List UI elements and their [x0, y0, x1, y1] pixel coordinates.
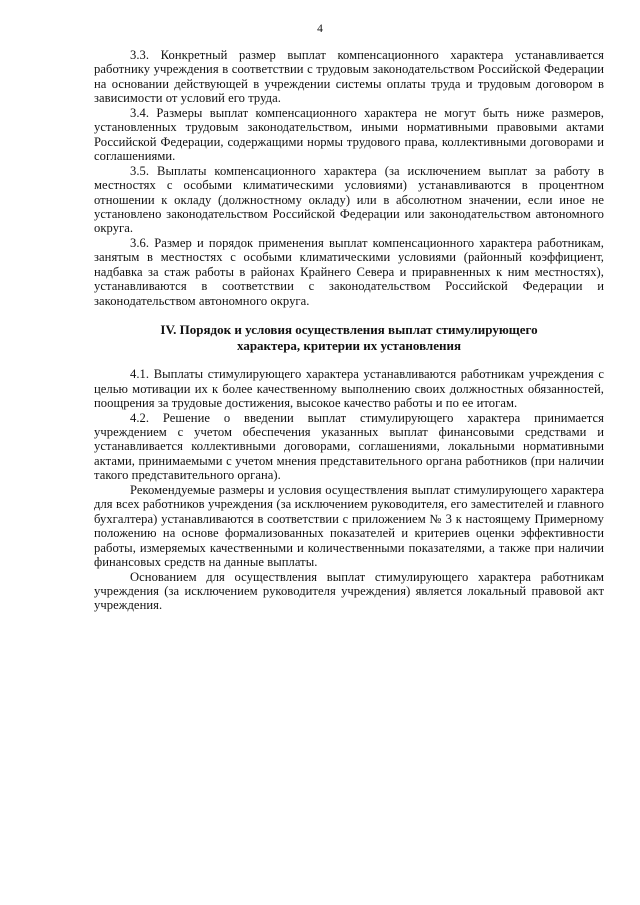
paragraph-3-6: 3.6. Размер и порядок применения выплат компенсационного характера работникам, занятым в местностях с особыми климатическими условиями (районный коэффициент, надбавка за стаж работы в районах Крайнего Севера и приравненных к ним местностях), устанавливаются в соответствии с законодательством Российской Федерации и законодательством автономного округа. [94, 235, 604, 308]
paragraph-4-1: 4.1. Выплаты стимулирующего характера устанавливаются работникам учреждения с целью мотивации их к более качественному выполнению своих должностных обязанностей, поощрения за трудовые достижения, высокое качество работы и по ее итогам. [94, 367, 604, 411]
section-heading: IV. Порядок и условия осуществления выплат стимулирующего характера, критерии их установления [160, 322, 538, 353]
page-number: 4 [317, 23, 323, 35]
paragraph-3-5: 3.5. Выплаты компенсационного характера (за исключением выплат за работу в местностях с особыми климатическими условиями) устанавливаются в процентном отношении к окладу (должностному окладу) или в абсолютном значении, если иное не установлено законодательством Российской Федерации или законодательством автономного округа. [94, 163, 604, 236]
paragraph-basis: Основанием для осуществления выплат стимулирующего характера работникам учреждения (за исключением руководителя учреждения) является локальный правовой акт учреждения. [94, 569, 604, 613]
paragraph-recommended-sizes: Рекомендуемые размеры и условия осуществления выплат стимулирующего характера для всех работников учреждения (за исключением руководителя, его заместителей и главного бухгалтера) устанавливаются в соответствии с приложением № 3 к настоящему Примерному положению на основе формализованных показателей и критериев оценки эффективности работы, измеряемых качественными и количественными показателями, а также при наличии финансовых средств на данные выплаты. [94, 482, 604, 570]
paragraph-4-2: 4.2. Решение о введении выплат стимулирующего характера принимается учреждением с учетом обеспечения указанных выплат финансовыми средствами и устанавливается коллективными договорами, соглашениями, локальными нормативными актами, принимаемыми с учетом мнения представительного органа работников (при наличии такого представительного органа). [94, 410, 604, 483]
paragraph-3-4: 3.4. Размеры выплат компенсационного характера не могут быть ниже размеров, установленных трудовым законодательством, иными нормативными правовыми актами Российской Федерации, содержащими нормы трудового права, коллективными договорами и соглашениями. [94, 105, 604, 164]
document-body [94, 48, 604, 613]
paragraph-3-3: 3.3. Конкретный размер выплат компенсационного характера устанавливается работнику учреждения в соответствии с трудовым законодательством Российской Федерации на основании действующей в учреждении системы оплаты труда и трудовым договором в зависимости от условий его труда. [94, 48, 604, 106]
